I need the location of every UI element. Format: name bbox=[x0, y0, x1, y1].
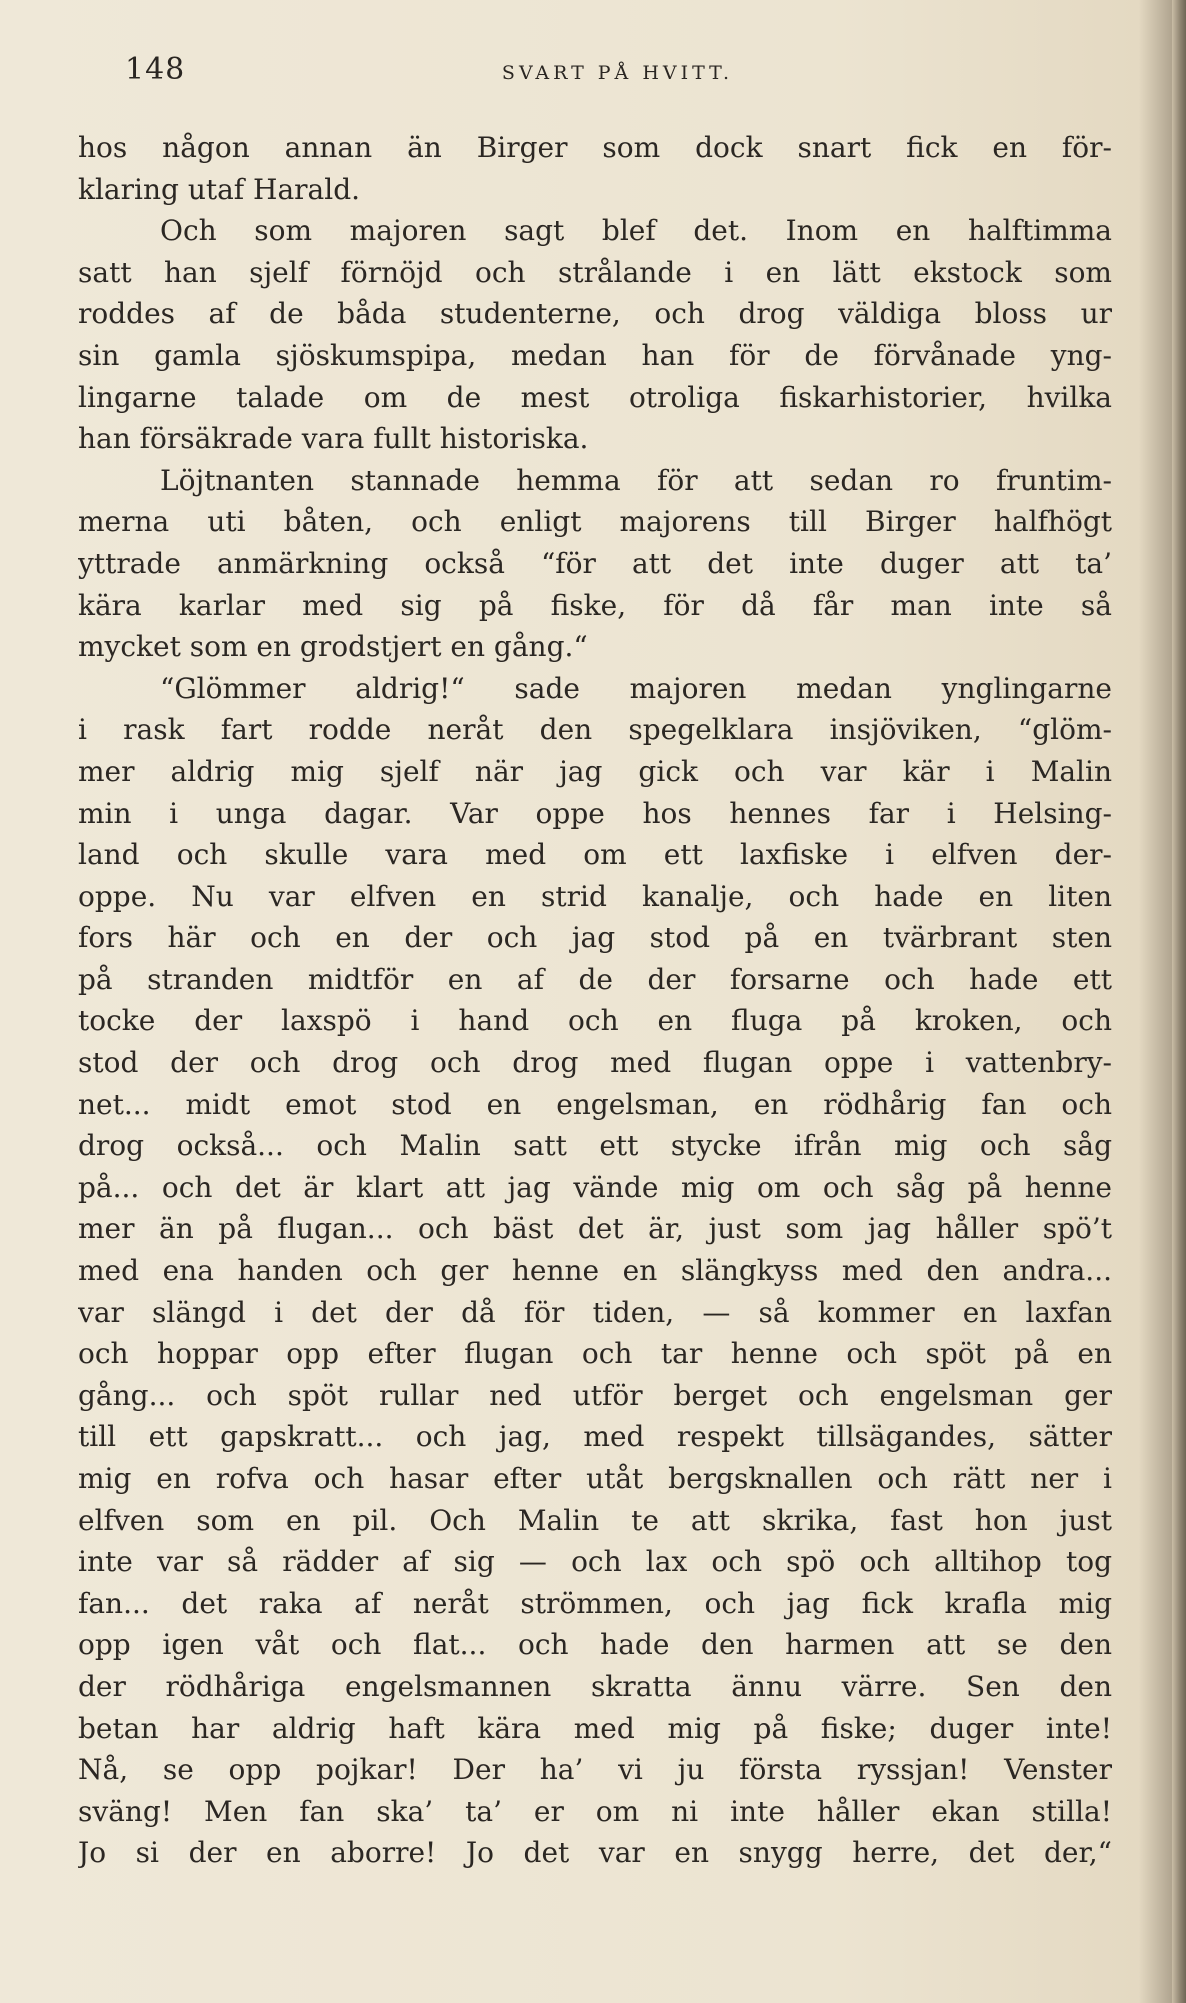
page-edge-shadow bbox=[1172, 0, 1186, 2003]
text-line: yttrade anmärkning också “för att det inte duger att ta’ bbox=[78, 546, 1112, 580]
text-line: oppe. Nu var elfven en strid kanalje, och hade en liten bbox=[78, 879, 1112, 913]
text-line: sväng! Men fan ska’ ta’ er om ni inte håller ekan stilla! bbox=[78, 1794, 1112, 1828]
text-line: mer aldrig mig sjelf när jag gick och var kär i Malin bbox=[78, 754, 1112, 788]
text-line: sin gamla sjöskumspipa, medan han för de förvånade yng- bbox=[78, 338, 1112, 372]
text-line: gång... och spöt rullar ned utför berget och engelsman ger bbox=[78, 1378, 1112, 1412]
text-line: i rask fart rodde neråt den spegelklara insjöviken, “glöm- bbox=[78, 713, 1112, 747]
text-line: på... och det är klart att jag vände mig om och såg på henne bbox=[78, 1170, 1112, 1204]
text-line: Nå, se opp pojkar! Der ha’ vi ju första ryssjan! Venster bbox=[78, 1753, 1112, 1787]
text-line: inte var så rädder af sig — och lax och spö och alltihop tog bbox=[78, 1545, 1112, 1579]
text-line: der rödhåriga engelsmannen skratta ännu värre. Sen den bbox=[78, 1669, 1112, 1703]
page-number: 148 bbox=[125, 52, 186, 87]
text-line: drog också... och Malin satt ett stycke ifrån mig och såg bbox=[78, 1129, 1112, 1163]
text-line: min i unga dagar. Var oppe hos hennes far i Helsing- bbox=[78, 796, 1112, 830]
text-line: och hoppar opp efter flugan och tar henne och spöt på en bbox=[78, 1337, 1112, 1371]
text-line: tocke der laxspö i hand och en fluga på kroken, och bbox=[78, 1004, 1112, 1038]
text-line: kära karlar med sig på fiske, för då får man inte så bbox=[78, 588, 1112, 622]
text-line: lingarne talade om de mest otroliga fiskarhistorier, hvilka bbox=[78, 380, 1112, 414]
text-line: merna uti båten, och enligt majorens till Birger halfhögt bbox=[78, 505, 1112, 539]
text-line: hos någon annan än Birger som dock snart fick en för- bbox=[78, 131, 1112, 164]
text-line: “Glömmer aldrig!“ sade majoren medan ynglingarne bbox=[160, 671, 1112, 705]
text-line: Jo si der en aborre! Jo det var en snygg herre, det der,“ bbox=[78, 1836, 1112, 1870]
text-line: mer än på flugan... och bäst det är, just som jag håller spö’t bbox=[78, 1212, 1112, 1246]
text-line: han försäkrade vara fullt historiska. bbox=[78, 422, 589, 456]
text-line: till ett gapskratt... och jag, med respekt tillsägandes, sätter bbox=[78, 1420, 1112, 1454]
text-line: med ena handen och ger henne en slängkyss med den andra... bbox=[78, 1254, 1112, 1288]
page-header bbox=[125, 52, 1110, 92]
text-line: var slängd i det der då för tiden, — så kommer en laxfan bbox=[78, 1295, 1112, 1329]
text-line: Och som majoren sagt blef det. Inom en halftimma bbox=[160, 214, 1112, 248]
text-line: fan... det raka af neråt strömmen, och jag fick krafla mig bbox=[78, 1586, 1112, 1620]
text-line: satt han sjelf förnöjd och strålande i en lätt ekstock som bbox=[78, 255, 1112, 289]
text-line: roddes af de båda studenterne, och drog väldiga bloss ur bbox=[78, 297, 1112, 331]
text-line: land och skulle vara med om ett laxfiske i elfven der- bbox=[78, 838, 1112, 872]
text-line: elfven som en pil. Och Malin te att skrika, fast hon just bbox=[78, 1503, 1112, 1537]
text-line: net... midt emot stod en engelsman, en rödhårig fan och bbox=[78, 1087, 1112, 1121]
text-line: stod der och drog och drog med flugan oppe i vattenbry- bbox=[78, 1046, 1112, 1080]
running-title: SVART PÅ HVITT. bbox=[501, 62, 734, 84]
text-line: mycket som en grodstjert en gång.“ bbox=[78, 630, 588, 664]
text-line: klaring utaf Harald. bbox=[78, 172, 361, 206]
text-line: fors här och en der och jag stod på en tvärbrant sten bbox=[78, 921, 1112, 955]
text-line: på stranden midtför en af de der forsarne och hade ett bbox=[78, 962, 1112, 996]
body-text bbox=[78, 127, 1112, 1874]
text-line: betan har aldrig haft kära med mig på fiske; duger inte! bbox=[78, 1711, 1112, 1745]
text-line: opp igen våt och flat... och hade den harmen att se den bbox=[78, 1628, 1112, 1662]
text-line: Löjtnanten stannade hemma för att sedan ro fruntim- bbox=[160, 463, 1112, 497]
text-line: mig en rofva och hasar efter utåt bergsknallen och rätt ner i bbox=[78, 1462, 1112, 1495]
